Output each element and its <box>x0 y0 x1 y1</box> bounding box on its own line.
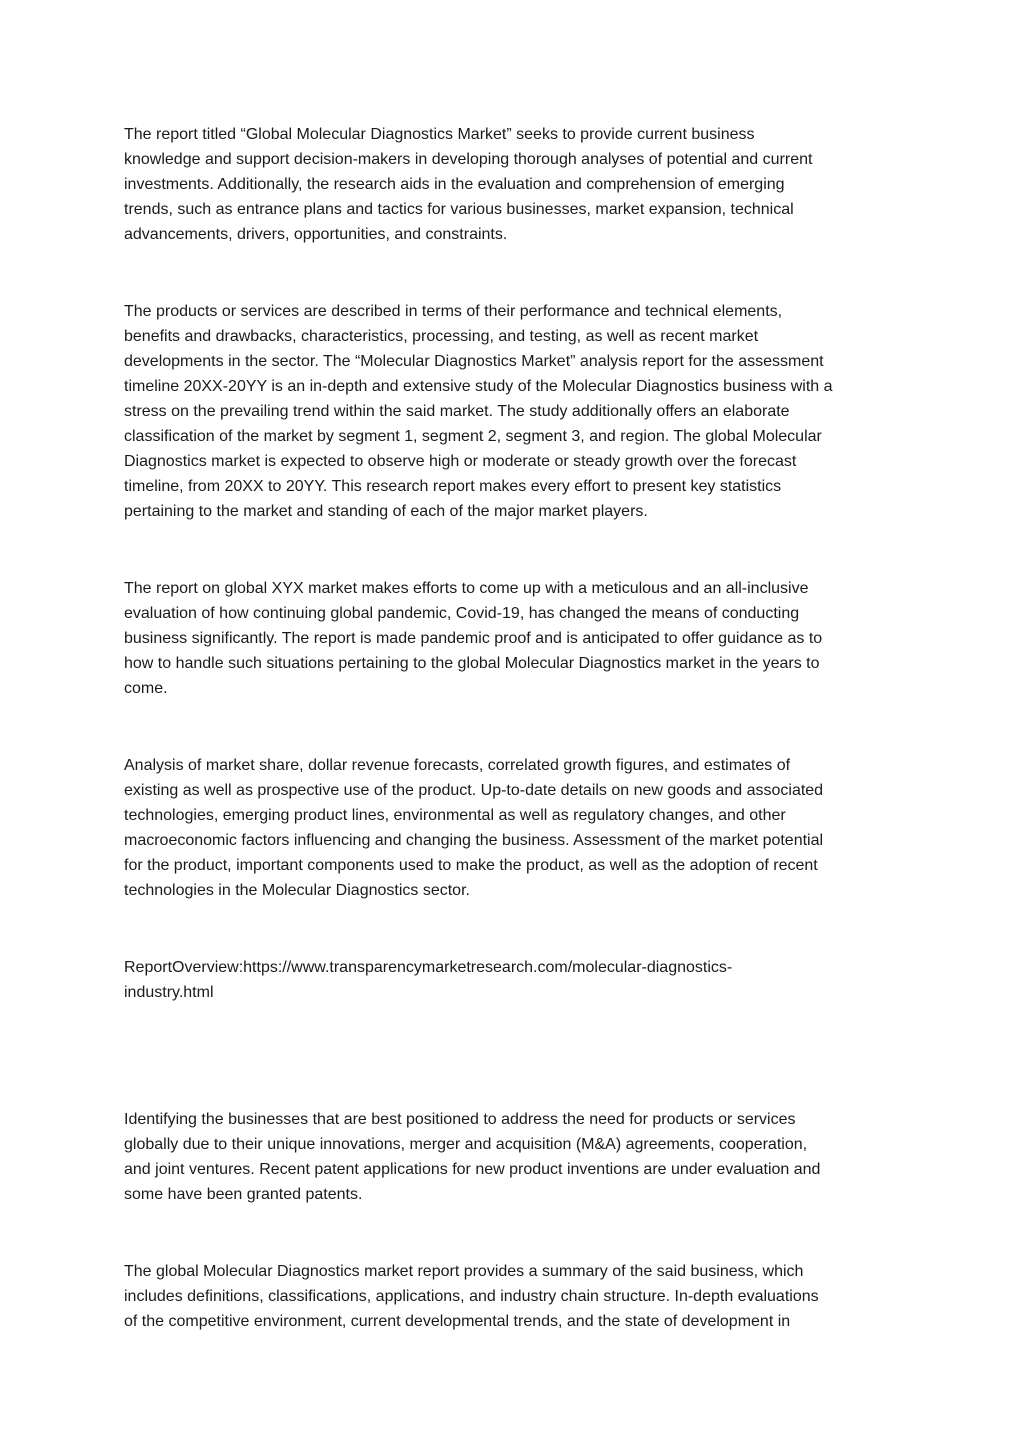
paragraph-spacer <box>124 701 904 753</box>
paragraph-products-services: The products or services are described in terms of their performance and technical elements, benefits and drawbacks, characteristics, processing, and testing, as well as recent market developments in the sector. The “Molecular Diagnostics Market” analysis report for the assessment timeline 20XX-20YY is an in-depth and extensive study of the Molecular Diagnostics business with a stress on the prevailing trend within the said market. The study additionally offers an elaborate classification of the market by segment 1, segment 2, segment 3, and region. The global Molecular Diagnostics market is expected to observe high or moderate or steady growth over the forecast timeline, from 20XX to 20YY. This research report makes every effort to present key statistics pertaining to the market and standing of each of the major market players. <box>124 303 833 520</box>
paragraph-covid-impact: The report on global XYX market makes efforts to come up with a meticulous and an all-inclusive evaluation of how continuing global pandemic, Covid-19, has changed the means of conducting business significantly. The report is made pandemic proof and is anticipated to offer guidance as to how to handle such situations pertaining to the global Molecular Diagnostics market in the years to come. <box>124 580 823 697</box>
paragraph-spacer <box>124 247 904 299</box>
paragraph-spacer <box>124 524 904 576</box>
paragraph-spacer <box>124 903 904 955</box>
paragraph-business-identification: Identifying the businesses that are best positioned to address the need for products or services globally due to their unique innovations, merger and acquisition (M&A) agreements, cooperation, and joint ventures. Recent patent applications for new product inventions are under evaluation and some have been granted patents. <box>124 1111 821 1203</box>
paragraph-spacer <box>124 1005 904 1107</box>
paragraph-report-intro: The report titled “Global Molecular Diagnostics Market” seeks to provide current business knowledge and support decision-makers in developing thorough analyses of potential and current investments. Additionally, the research aids in the evaluation and comprehension of emerging trends, such as entrance plans and tactics for various businesses, market expansion, technical advancements, drivers, opportunities, and constraints. <box>124 126 813 243</box>
document-body <box>124 122 904 1334</box>
paragraph-spacer <box>124 1207 904 1259</box>
paragraph-market-share-analysis: Analysis of market share, dollar revenue forecasts, correlated growth figures, and estimates of existing as well as prospective use of the product. Up-to-date details on new goods and associated technologies, emerging product lines, environmental as well as regulatory changes, and other macroeconomic factors influencing and changing the business. Assessment of the market potential for the product, important components used to make the product, as well as the adoption of recent technologies in the Molecular Diagnostics sector. <box>124 757 824 899</box>
paragraph-market-summary: The global Molecular Diagnostics market report provides a summary of the said business, which includes definitions, classifications, applications, and industry chain structure. In-depth evaluations of the competitive environment, current developmental trends, and the state of development in <box>124 1263 819 1330</box>
paragraph-report-overview-link: ReportOverview:https://www.transparencymarketresearch.com/molecular-diagnostics- industry.html <box>124 959 733 1001</box>
